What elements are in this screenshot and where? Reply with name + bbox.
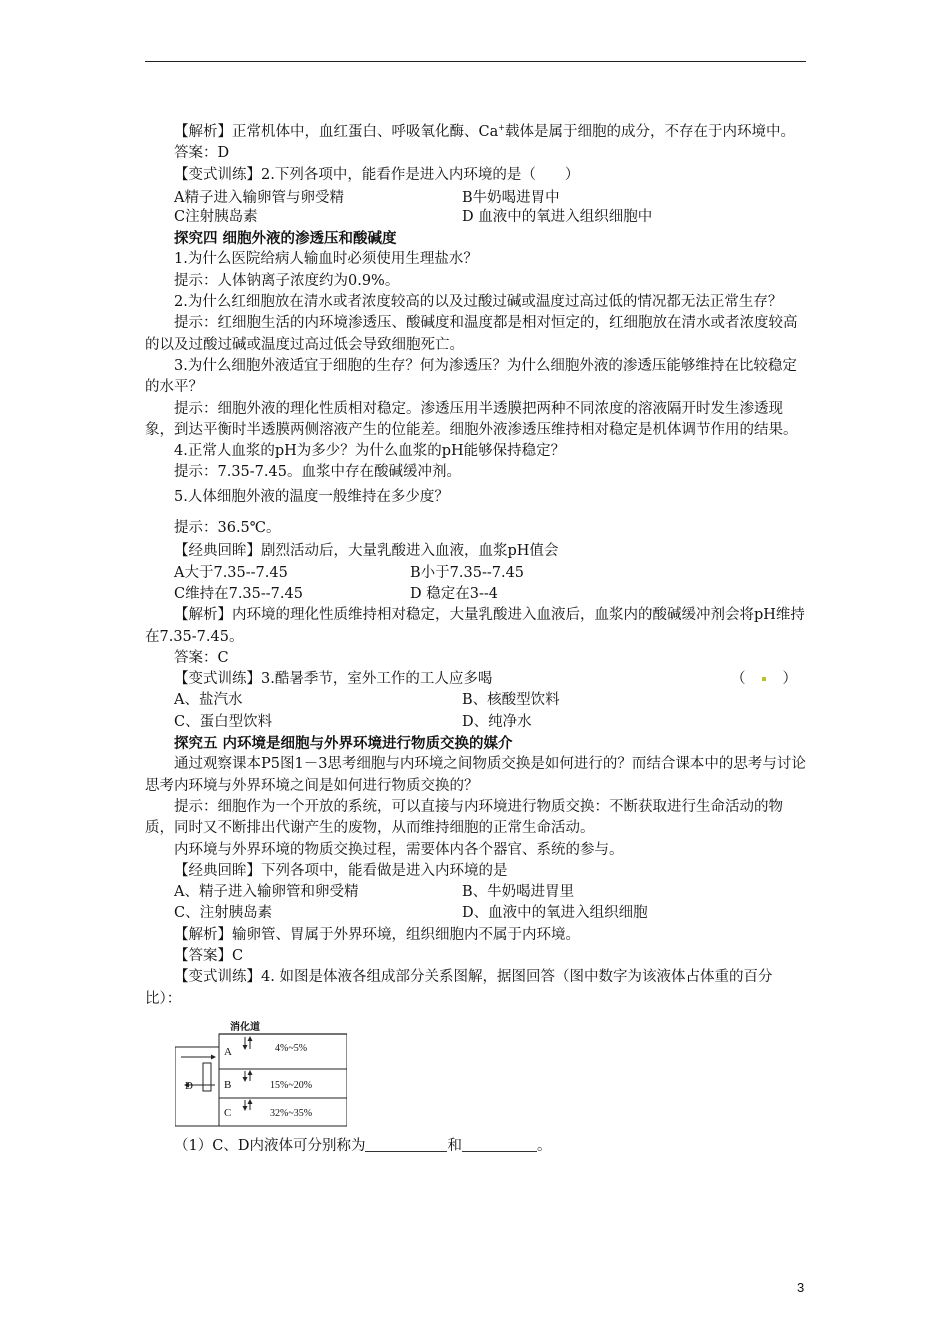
percent-c: 32%~35%: [270, 1107, 313, 1119]
hint-5-1: 提示：细胞作为一个开放的系统，可以直接与内环境进行物质交换：不断获取进行生命活动的物质，同时又不断排出代谢产生的废物，从而维持细胞的正常生命活动。: [145, 798, 783, 837]
exercise-2-options-row-2: [145, 207, 807, 228]
compartment-d-box: [175, 1047, 219, 1126]
option-a: A、盐汽水: [174, 692, 243, 709]
option-b: B牛奶喝进胃中: [462, 189, 560, 206]
page-number: 3: [797, 1280, 805, 1295]
exercise-3-options-row-1: [145, 690, 807, 711]
exercise-2-options-row-1: [145, 186, 807, 207]
option-c: C注射胰岛素: [174, 208, 258, 225]
question-4-2: 2.为什么红细胞放在清水或者浓度较高的以及过酸过碱或温度过高过低的情况都无法正常生存？: [174, 294, 783, 311]
answer-blank: （ ）: [731, 671, 797, 688]
answer-3: 【答案】C: [174, 947, 244, 964]
label-d: D: [185, 1079, 193, 1092]
answer-blank-d[interactable]: [462, 1137, 537, 1152]
classic-review-2-options-row-2: [145, 903, 807, 924]
analysis-paragraph-2: 【解析】内环境的理化性质维持相对稳定，大量乳酸进入血液后，血浆内的酸碱缓冲剂会将pH维持在7.35-7.45。: [145, 607, 805, 645]
option-d: D、血液中的氧进入组织细胞: [462, 905, 648, 922]
section-heading-5: 探究五 内环境是细胞与外界环境进行物质交换的媒介: [174, 735, 513, 753]
classic-review-2: 【经典回眸】下列各项中，能看做是进入内环境的是: [174, 862, 508, 879]
analysis-paragraph-1: 【解析】正常机体中，血红蛋白、呼吸氧化酶、Ca+载体是属于细胞的成分，不存在于内环境中。: [174, 123, 795, 140]
hint-4-5: 提示：36.5℃。: [174, 520, 281, 537]
option-a: A精子进入输卵管与卵受精: [174, 189, 344, 206]
page-content: [145, 122, 807, 1157]
header-rule: [145, 61, 806, 62]
classic-review-1-options-row-1: [145, 563, 807, 584]
label-b: B: [224, 1078, 232, 1091]
diagram-title: 消化道: [230, 1021, 260, 1033]
classic-review-2-options-row-1: [145, 882, 807, 903]
classic-review-1-options-row-2: [145, 584, 807, 605]
hint-4-3: 提示：细胞外液的理化性质相对稳定。渗透压用半透膜把两种不同浓度的溶液隔开时发生渗透现象，到达平衡时半透膜两侧溶液产生的位能差。细胞外液渗透压维持相对稳定是机体调节作用的结果。: [145, 400, 798, 438]
answer-blank-c[interactable]: [365, 1137, 447, 1152]
exercise-2-question: 【变式训练】2.下列各项中，能看作是进入内环境的是（ ）: [174, 166, 580, 183]
question-4-1: 1.为什么医院给病人输血时必须使用生理盐水？: [174, 251, 478, 268]
answer-2: 答案：C: [174, 649, 229, 666]
paragraph-5-1: 通过观察课本P5图1－3思考细胞与内环境之间物质交换是如何进行的？而结合课本中的思考与讨论思考内环境与外界环境之间是如何进行物质交换的？: [145, 756, 806, 794]
option-b: B小于7.35--7.45: [410, 564, 525, 581]
option-c: C维持在7.35--7.45: [174, 585, 303, 602]
option-b: B、核酸型饮料: [462, 692, 560, 709]
option-d: D 血液中的氧进入组织细胞中: [462, 208, 653, 225]
hint-4-1: 提示：人体钠离子浓度约为0.9%。: [174, 272, 400, 289]
section-heading-4: 探究四 细胞外液的渗透压和酸碱度: [174, 230, 397, 248]
percent-a: 4%~5%: [275, 1042, 308, 1054]
label-c: C: [224, 1106, 232, 1119]
option-c: C、注射胰岛素: [174, 905, 273, 922]
question-4-4: 4.正常人血浆的pH为多少？为什么血浆的pH能够保持稳定？: [174, 443, 566, 460]
option-a: A大于7.35--7.45: [174, 564, 288, 581]
classic-review-1: 【经典回眸】剧烈活动后，大量乳酸进入血液，血浆pH值会: [174, 543, 559, 560]
answer-1: 答案：D: [174, 145, 230, 162]
question-4-5: 5.人体细胞外液的温度一般维持在多少度？: [174, 488, 449, 505]
option-d: D 稳定在3--4: [410, 585, 498, 602]
body-fluid-diagram: [175, 1019, 347, 1127]
label-a: A: [224, 1045, 232, 1058]
option-a: A、精子进入输卵管和卵受精: [174, 884, 359, 901]
option-c: C、蛋白型饮料: [174, 713, 273, 730]
percent-b: 15%~20%: [270, 1079, 313, 1091]
hint-4-4: 提示：7.35-7.45。血浆中存在酸碱缓冲剂。: [174, 464, 461, 481]
question-4-3: 3.为什么细胞外液适宜于细胞的生存？何为渗透压？为什么细胞外液的渗透压能够维持在比较稳定的水平？: [145, 357, 797, 396]
paragraph-5-2: 内环境与外界环境的物质交换过程，需要体内各个器官、系统的参与。: [174, 841, 624, 858]
hint-4-2: 提示：红细胞生活的内环境渗透压、酸碱度和温度都是相对恒定的，红细胞放在清水或者浓度较高的以及过酸过碱或温度过高过低会导致细胞死亡。: [145, 315, 798, 353]
exercise-3-options-row-2: [145, 712, 807, 733]
exercise-4-subquestion-1: （1）C、D内液体可分别称为 和 。: [174, 1137, 552, 1154]
exercise-3-question: 【变式训练】3.酷暑季节，室外工作的工人应多喝 （ ）: [145, 669, 807, 690]
option-d: D、纯净水: [462, 713, 532, 730]
exercise-4-question: 【变式训练】4. 如图是体液各组成部分关系图解，据图回答（图中数字为该液体占体重的百分比）：: [145, 969, 773, 1007]
analysis-paragraph-3: 【解析】输卵管、胃属于外界环境，组织细胞内不属于内环境。: [174, 926, 580, 943]
option-b: B、牛奶喝进胃里: [462, 884, 575, 901]
